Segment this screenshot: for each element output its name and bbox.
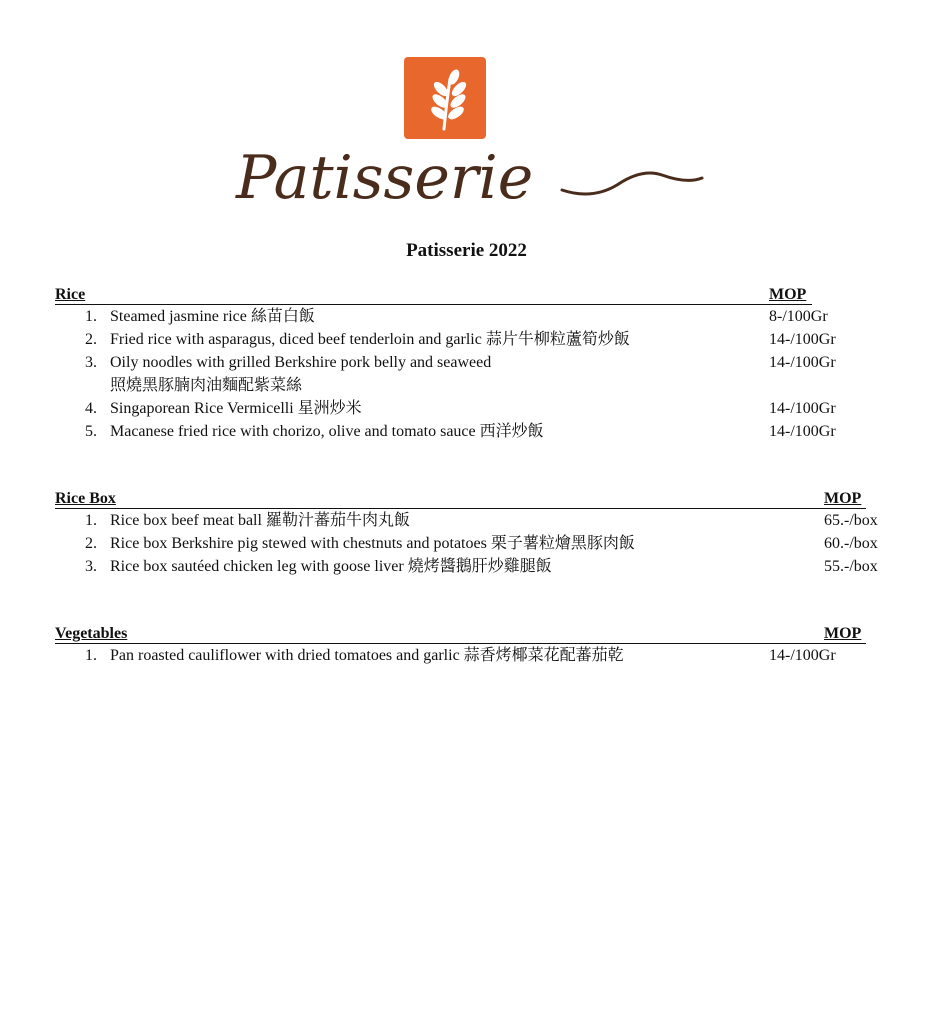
item-name: Steamed jasmine rice 絲苗白飯 (110, 308, 315, 325)
currency-label: MOP (824, 625, 862, 642)
item-name: Rice box beef meat ball 羅勒汁蕃茄牛肉丸飯 (110, 512, 410, 529)
menu-item (55, 305, 828, 328)
item-number: 2. (85, 331, 97, 348)
section-rice (55, 285, 836, 443)
menu-item (55, 397, 836, 420)
item-name: Singaporean Rice Vermicelli 星洲炒米 (110, 400, 362, 417)
menu-item (55, 328, 836, 351)
brand-logo (404, 57, 486, 139)
item-price: 14-/100Gr (769, 423, 836, 440)
wheat-icon (404, 57, 486, 139)
section-header (55, 489, 866, 509)
currency-label: MOP (769, 286, 807, 303)
item-price: 8-/100Gr (769, 308, 828, 325)
item-number: 3. (85, 558, 97, 575)
item-name-chinese: 照燒黑豚腩肉油麵配紫菜絲 (110, 377, 303, 394)
item-name: Rice box Berkshire pig stewed with chestnuts and potatoes 栗子薯粒燴黑豚肉飯 (110, 535, 635, 552)
menu-item (55, 532, 878, 555)
item-number: 5. (85, 423, 97, 440)
item-price: 14-/100Gr (769, 400, 836, 417)
item-price: 14-/100Gr (769, 354, 836, 371)
section-title: Vegetables (55, 625, 128, 642)
item-number: 2. (85, 535, 97, 552)
item-name: Macanese fried rice with chorizo, olive and tomato sauce 西洋炒飯 (110, 423, 544, 440)
brand-wordmark (232, 140, 712, 218)
item-number: 1. (85, 647, 97, 664)
item-number: 1. (85, 512, 97, 529)
item-name: Rice box sautéed chicken leg with goose liver 燒烤醬鵝肝炒雞腿飯 (110, 558, 552, 575)
menu-item (55, 351, 836, 397)
currency-label: MOP (824, 490, 862, 507)
item-name: Oily noodles with grilled Berkshire pork belly and seaweed (110, 354, 492, 371)
item-number: 3. (85, 354, 97, 371)
item-name: Fried rice with asparagus, diced beef tenderloin and garlic 蒜片牛柳粒蘆筍炒飯 (110, 331, 630, 348)
wordmark-swash (562, 173, 702, 194)
item-number: 4. (85, 400, 97, 417)
document-title: Patisserie 2022 (406, 240, 527, 261)
wordmark-text: Patisserie (236, 143, 534, 213)
section-vegetables (55, 624, 866, 667)
item-name: Pan roasted cauliflower with dried tomatoes and garlic 蒜香烤椰菜花配蕃茄乾 (110, 647, 624, 664)
item-price: 14-/100Gr (769, 331, 836, 348)
item-number: 1. (85, 308, 97, 325)
section-rice-box (55, 489, 878, 578)
section-header (55, 624, 866, 644)
item-price: 60.-/box (824, 535, 878, 552)
menu-item (55, 420, 836, 443)
item-price: 65.-/box (824, 512, 878, 529)
item-price: 14-/100Gr (769, 647, 836, 664)
menu-item (55, 555, 878, 578)
menu-item (55, 509, 878, 532)
section-title: Rice Box (55, 490, 116, 507)
item-price: 55.-/box (824, 558, 878, 575)
section-header (55, 285, 812, 305)
section-title: Rice (55, 286, 86, 303)
menu-item (55, 644, 866, 667)
